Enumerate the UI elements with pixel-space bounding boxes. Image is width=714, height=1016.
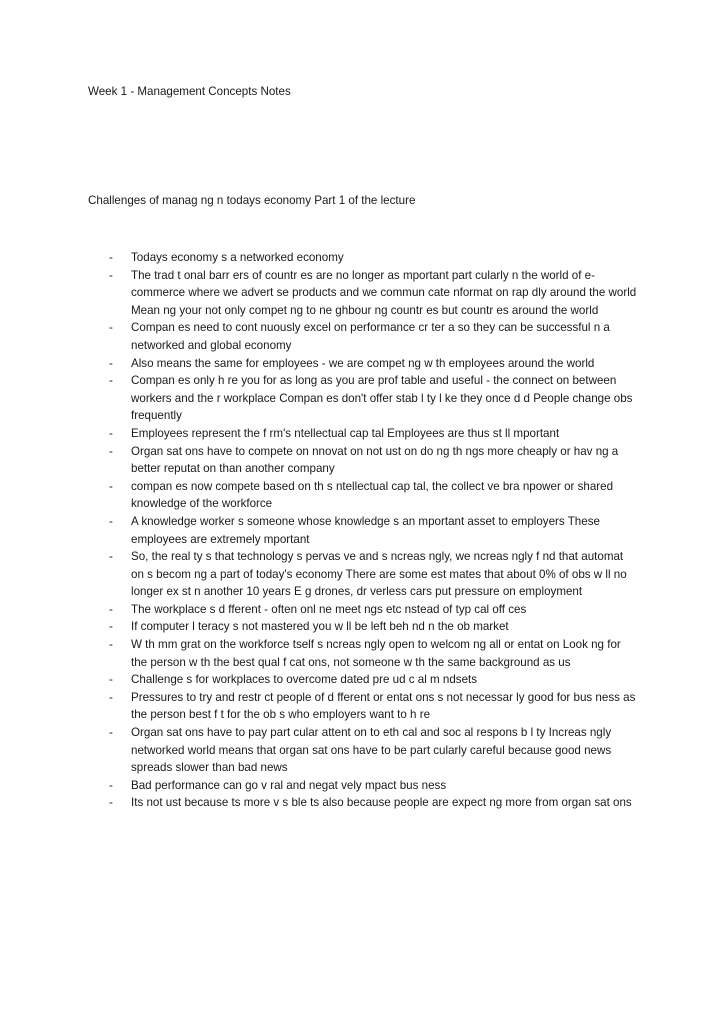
list-item	[0, 671, 714, 689]
list-item-text: So, the real ty s that technology s pervas ve and s ncreas ngly, we ncreas ngly f nd that automat on s becom ng a part of today's economy There are some est mates that about 0% of obs w ll no longer ex st n another 10 years E g drones, dr verless cars put pressure on employment	[131, 550, 627, 599]
list-item-text: Organ sat ons have to pay part cular attent on to eth cal and soc al respons b l ty Increas ngly networked world means that organ sat ons have to be part cularly careful because good news spreads slower than bad news	[131, 726, 612, 775]
list-item	[0, 478, 714, 513]
list-item-text: Pressures to try and restr ct people of d fferent or entat ons s not necessar ly good for bus ness as the person best f t for the ob s who employers want to h re	[131, 690, 636, 722]
list-item-text: Its not ust because ts more v s ble ts also because people are expect ng more from organ sat ons	[131, 796, 632, 810]
list-item	[0, 319, 714, 354]
list-item	[0, 548, 714, 601]
list-item	[0, 425, 714, 443]
bullet-dash: -	[109, 778, 113, 792]
list-item	[0, 724, 714, 777]
bullet-dash: -	[109, 673, 113, 687]
list-item	[0, 443, 714, 478]
list-item	[0, 267, 714, 320]
list-item	[0, 372, 714, 425]
list-item-text: W th mm grat on the workforce tself s ncreas ngly open to welcom ng all or entat on Look ng for the person w th the best qual f cat ons, not someone w th the same background as us	[131, 638, 621, 669]
bullet-dash: -	[109, 550, 113, 564]
list-item-text: A knowledge worker s someone whose knowledge s an mportant asset to employers These employees are extremely mportant	[131, 514, 600, 546]
list-item	[0, 249, 714, 267]
bullet-dash: -	[109, 426, 113, 440]
bullet-dash: -	[109, 356, 113, 370]
bullet-dash: -	[109, 796, 113, 810]
list-item	[0, 601, 714, 619]
bullet-dash: -	[109, 374, 113, 388]
bullet-dash: -	[109, 268, 113, 282]
list-item-text: The trad t onal barr ers of countr es are no longer as mportant part cularly n the world of e-commerce where we advert se products and we commun cate nformat on rap dly around the world Mean ng your not only compet ng to ne ghbour ng countr es but countr es around the world	[131, 268, 637, 317]
bullet-dash: -	[109, 251, 113, 264]
list-item-text: Employees represent the f rm's ntellectual cap tal Employees are thus st ll mportant	[131, 426, 560, 440]
list-item	[0, 513, 714, 548]
list-item-text: Also means the same for employees - we are compet ng w th employees around the world	[131, 356, 595, 370]
list-item	[0, 355, 714, 373]
section-heading: Challenges of manag ng n todays economy Part 1 of the lecture	[88, 194, 416, 207]
list-item	[0, 794, 714, 812]
list-item-text: The workplace s d fferent - often onl ne meet ngs etc nstead of typ cal off ces	[131, 602, 527, 616]
bullet-list	[0, 249, 714, 812]
list-item-text: If computer l teracy s not mastered you w ll be left beh nd n the ob market	[131, 620, 509, 634]
list-item	[0, 689, 714, 724]
bullet-dash: -	[109, 479, 113, 493]
list-item	[0, 618, 714, 636]
list-item-text: Organ sat ons have to compete on nnovat on not ust on do ng th ngs more cheaply or hav ng a better reputat on than another company	[131, 444, 619, 476]
bullet-dash: -	[109, 690, 113, 704]
list-item	[0, 636, 714, 671]
bullet-dash: -	[109, 514, 113, 528]
bullet-dash: -	[109, 602, 113, 616]
list-item-text: Challenge s for workplaces to overcome dated pre ud c al m ndsets	[131, 673, 478, 687]
list-item-text: Compan es need to cont nuously excel on performance cr ter a so they can be successful n a networked and global economy	[131, 321, 610, 352]
list-item-text: compan es now compete based on th s ntellectual cap tal, the collect ve bra npower or shared knowledge of the workforce	[131, 479, 614, 511]
list-item-text: Compan es only h re you for as long as you are prof table and useful - the connect on between workers and the r workplace Compan es don't offer stab l ty l ke they once d d People change obs frequently	[131, 374, 633, 423]
bullet-dash: -	[109, 638, 113, 652]
bullet-dash: -	[109, 726, 113, 740]
bullet-dash: -	[109, 620, 113, 634]
bullet-dash: -	[109, 321, 113, 335]
document-title: Week 1 - Management Concepts Notes	[88, 85, 291, 98]
list-item	[0, 777, 714, 795]
list-item-text: Todays economy s a networked economy	[131, 251, 344, 264]
list-item-text: Bad performance can go v ral and negat vely mpact bus ness	[131, 778, 447, 792]
bullet-dash: -	[109, 444, 113, 458]
